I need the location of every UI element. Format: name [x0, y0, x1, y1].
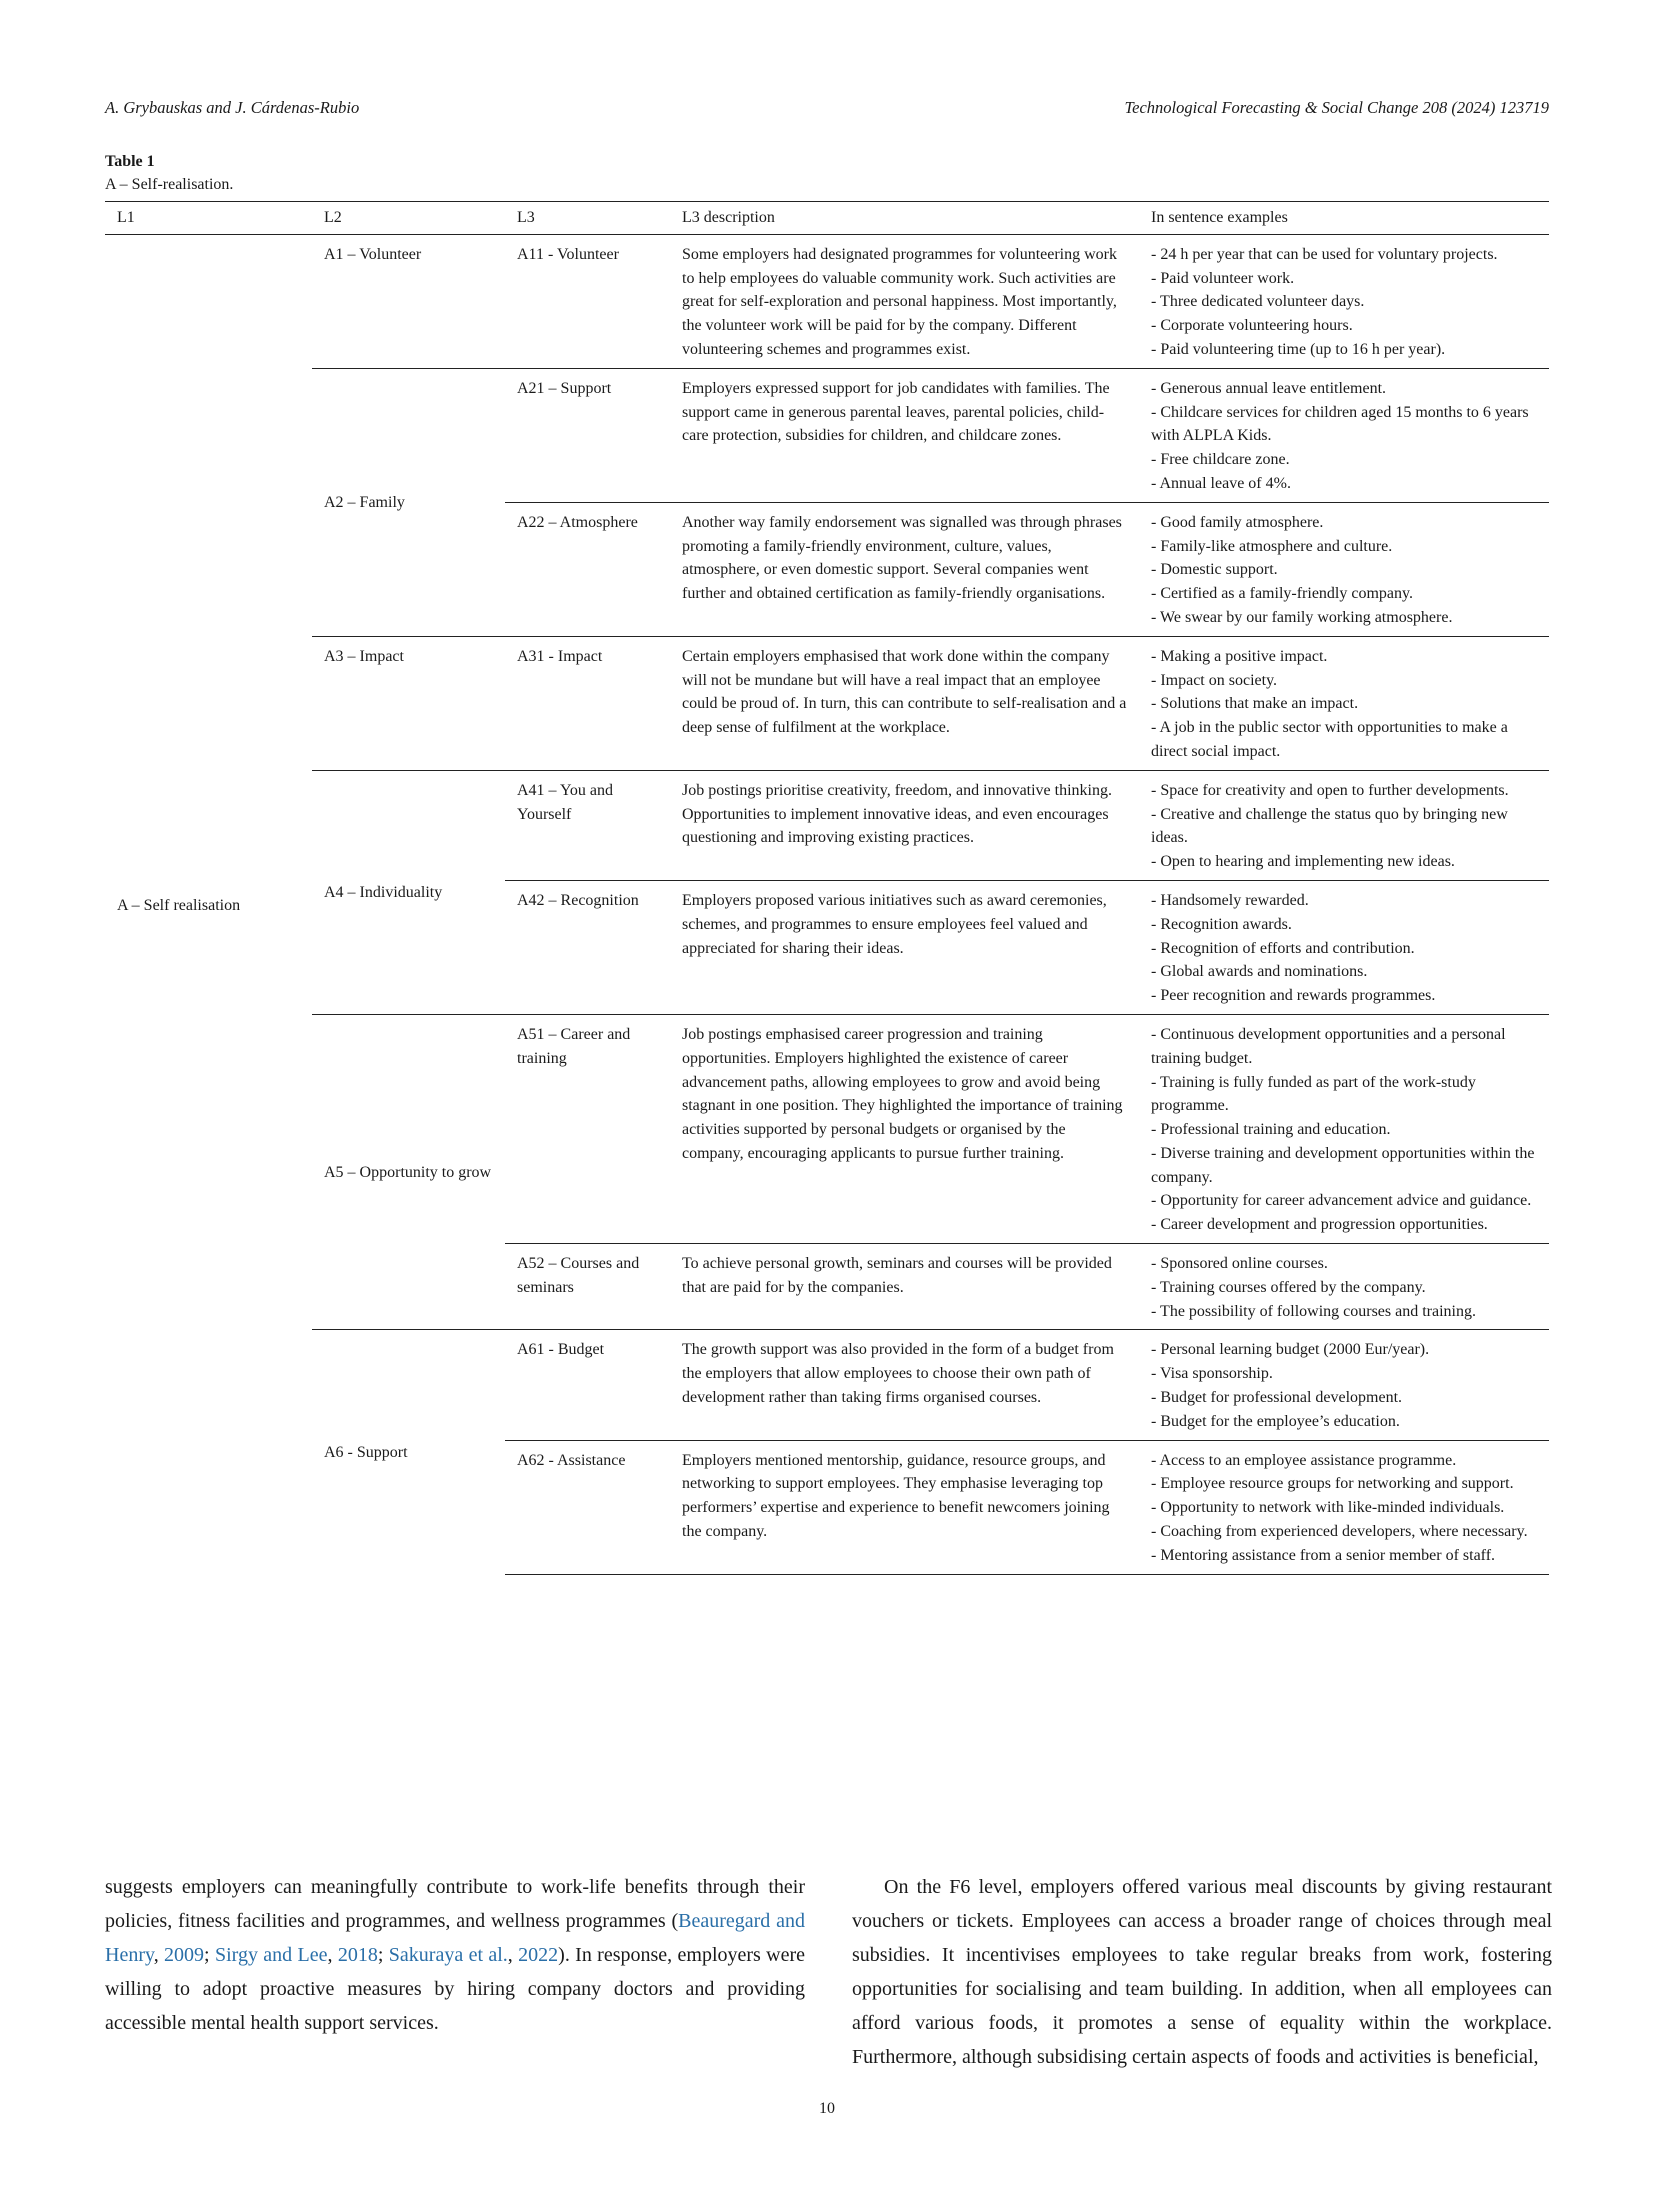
table-container [105, 201, 1549, 1575]
l2-cell: A5 – Opportunity to grow [312, 1014, 505, 1330]
example-line: - Training is fully funded as part of the work-study programme. [1151, 1073, 1476, 1115]
table-header-row [105, 202, 1549, 235]
l3-cell: A52 – Courses and seminars [505, 1244, 670, 1330]
examples-cell [1139, 234, 1549, 368]
l1-category: A – Self realisation [117, 896, 241, 914]
description-cell: To achieve personal growth, seminars and courses will be provided that are paid for by the companies. [670, 1244, 1139, 1330]
example-line: - Career development and progression opportunities. [1151, 1216, 1488, 1234]
example-line: - Training courses offered by the company. [1151, 1278, 1426, 1296]
citation-link[interactable]: Beauregard and Henry [105, 1910, 805, 1966]
citation-year-link[interactable]: 2022 [518, 1944, 559, 1966]
example-line: - Making a positive impact. [1151, 647, 1328, 665]
example-line: - A job in the public sector with opportunities to make a direct social impact. [1151, 719, 1508, 760]
body-text-right-column: On the F6 level, employers offered various meal discounts by giving restaurant vouchers or tickets. Employees can access a broader range of choices through meal subsidies. It incentivises employees to take regular breaks from work, fostering opportunities for socialising and team building. In addition, when all employees can afford various foods, it promotes a sense of equality within the workplace. Furthermore, although subsidising certain aspects of foods and activities is beneficial, [852, 1876, 1552, 2068]
example-line: - Certified as a family-friendly company. [1151, 585, 1413, 603]
example-line: - Opportunity for career advancement advice and guidance. [1151, 1192, 1532, 1210]
examples-cell [1139, 1440, 1549, 1574]
description-cell: Employers proposed various initiatives such as award ceremonies, schemes, and programmes to ensure employees feel valued and appreciated for sharing their ideas. [670, 880, 1139, 1014]
column-header-examples: In sentence examples [1151, 209, 1288, 226]
example-line: - Employee resource groups for networking and support. [1151, 1475, 1514, 1493]
example-line: - Diverse training and development opportunities within the company. [1151, 1144, 1535, 1186]
example-line: - Good family atmosphere. [1151, 513, 1324, 531]
examples-cell [1139, 636, 1549, 770]
example-line: - Global awards and nominations. [1151, 963, 1368, 981]
example-line: - Visa sponsorship. [1151, 1365, 1273, 1383]
body-text: suggests employers can meaningfully contribute to work-life benefits through their policies, fitness facilities and programmes, and wellness programmes ( [105, 1876, 805, 1932]
example-line: - Space for creativity and open to further developments. [1151, 781, 1509, 799]
l3-cell: A11 - Volunteer [505, 234, 670, 368]
description-cell: Certain employers emphasised that work done within the company will not be mundane but will have a real impact that an employee could be proud of. In turn, this can contribute to self-realisation and a deep sense of fulfilment at the workplace. [670, 636, 1139, 770]
examples-cell [1139, 502, 1549, 636]
description-cell: Some employers had designated programmes for volunteering work to help employees do valuable community work. Such activities are great for self-exploration and personal happiness. Most importantly, the volunteer work will be paid for by the company. Different volunteering schemes and programmes exist. [670, 234, 1139, 368]
l2-cell: A3 – Impact [312, 636, 505, 770]
examples-cell [1139, 770, 1549, 880]
citation-link[interactable]: Sakuraya et al. [388, 1944, 508, 1966]
l2-cell: A6 - Support [312, 1330, 505, 1574]
l3-cell: A42 – Recognition [505, 880, 670, 1014]
l3-cell: A61 - Budget [505, 1330, 670, 1440]
table-title: A – Self-realisation. [105, 176, 234, 193]
example-line: - Solutions that make an impact. [1151, 695, 1359, 713]
citation-year-link[interactable]: 2009 [164, 1944, 205, 1966]
example-line: - Three dedicated volunteer days. [1151, 293, 1365, 311]
example-line: - Budget for professional development. [1151, 1389, 1403, 1407]
example-line: - 24 h per year that can be used for voluntary projects. [1151, 245, 1498, 263]
example-line: - Creative and challenge the status quo by bringing new ideas. [1151, 805, 1508, 847]
example-line: - Domestic support. [1151, 561, 1278, 579]
l3-cell: A62 - Assistance [505, 1440, 670, 1574]
example-line: - Open to hearing and implementing new ideas. [1151, 853, 1455, 871]
separator: , [507, 1944, 519, 1966]
body-text: ). In response, employers were willing to adopt proactive measures by hiring company doctors and providing accessible mental health support services. [105, 1944, 806, 2034]
example-line: - Childcare services for children aged 15 months to 6 years with ALPLA Kids. [1151, 403, 1529, 445]
table-row [105, 1014, 1549, 1243]
example-line: - Recognition of efforts and contribution. [1151, 939, 1415, 957]
examples-cell [1139, 880, 1549, 1014]
description-cell: Another way family endorsement was signalled was through phrases promoting a family-friendly environment, culture, values, atmosphere, or even domestic support. Several companies went further and obtained certification as family-friendly organisations. [670, 502, 1139, 636]
table-caption [105, 150, 233, 196]
example-line: - Peer recognition and rewards programmes. [1151, 987, 1436, 1005]
examples-cell [1139, 1014, 1549, 1243]
l3-cell: A51 – Career and training [505, 1014, 670, 1243]
separator: ; [377, 1944, 389, 1966]
table-row [105, 368, 1549, 502]
example-line: - Family-like atmosphere and culture. [1151, 537, 1393, 555]
example-line: - Personal learning budget (2000 Eur/year). [1151, 1341, 1430, 1359]
l3-cell: A41 – You and Yourself [505, 770, 670, 880]
example-line: - Paid volunteer work. [1151, 269, 1295, 287]
table-row [105, 770, 1549, 880]
l3-cell: A31 - Impact [505, 636, 670, 770]
example-line: - Access to an employee assistance programme. [1151, 1451, 1457, 1469]
column-header-l2: L2 [324, 209, 342, 226]
running-header-authors: A. Grybauskas and J. Cárdenas-Rubio [105, 98, 360, 117]
example-line: - We swear by our family working atmosphere. [1151, 608, 1453, 626]
l2-cell: A1 – Volunteer [312, 234, 505, 368]
example-line: - Free childcare zone. [1151, 451, 1290, 469]
column-header-description: L3 description [682, 209, 775, 226]
table-row [105, 636, 1549, 770]
l2-cell: A4 – Individuality [312, 770, 505, 1014]
example-line: - Recognition awards. [1151, 915, 1292, 933]
table-row [105, 234, 1549, 368]
column-header-l3: L3 [517, 209, 535, 226]
example-line: - Handsomely rewarded. [1151, 891, 1309, 909]
separator: ; [204, 1944, 215, 1966]
data-table [105, 201, 1549, 1575]
separator: , [153, 1944, 165, 1966]
example-line: - Mentoring assistance from a senior member of staff. [1151, 1546, 1496, 1564]
example-line: - Impact on society. [1151, 671, 1278, 689]
example-line: - Budget for the employee’s education. [1151, 1412, 1400, 1430]
examples-cell [1139, 368, 1549, 502]
description-cell: Job postings prioritise creativity, freedom, and innovative thinking. Opportunities to implement innovative ideas, and even encourages questioning and improving existing practices. [670, 770, 1139, 880]
example-line: - Sponsored online courses. [1151, 1255, 1328, 1273]
separator: , [327, 1944, 338, 1966]
example-line: - Professional training and education. [1151, 1121, 1391, 1139]
page-number: 10 [819, 2100, 835, 2117]
description-cell: Employers mentioned mentorship, guidance, resource groups, and networking to support employees. They emphasise leveraging top performers’ expertise and experience to benefit newcomers joining the company. [670, 1440, 1139, 1574]
running-header-journal: Technological Forecasting & Social Change 208 (2024) 123719 [1124, 98, 1549, 117]
examples-cell [1139, 1330, 1549, 1440]
column-header-l1: L1 [117, 209, 135, 226]
body-text-left-column [105, 1870, 805, 2040]
l3-cell: A22 – Atmosphere [505, 502, 670, 636]
example-line: - Continuous development opportunities and a personal training budget. [1151, 1025, 1506, 1067]
example-line: - Generous annual leave entitlement. [1151, 379, 1387, 397]
citation-link[interactable]: Sirgy and Lee [214, 1944, 328, 1966]
example-line: - Opportunity to network with like-minded individuals. [1151, 1499, 1505, 1517]
l3-cell: A21 – Support [505, 368, 670, 502]
table-row [105, 1330, 1549, 1440]
description-cell: Employers expressed support for job candidates with families. The support came in generous parental leaves, parental policies, child-care protection, subsidies for children, and childcare zones. [670, 368, 1139, 502]
citation-year-link[interactable]: 2018 [337, 1944, 378, 1966]
example-line: - Annual leave of 4%. [1151, 474, 1291, 492]
example-line: - Paid volunteering time (up to 16 h per year). [1151, 340, 1446, 358]
l2-cell: A2 – Family [312, 368, 505, 636]
table-number: Table 1 [105, 153, 155, 170]
description-cell: The growth support was also provided in the form of a budget from the employers that allow employees to choose their own path of development rather than taking firms organised courses. [670, 1330, 1139, 1440]
example-line: - Corporate volunteering hours. [1151, 317, 1353, 335]
example-line: - The possibility of following courses and training. [1151, 1302, 1476, 1320]
examples-cell [1139, 1244, 1549, 1330]
description-cell: Job postings emphasised career progression and training opportunities. Employers highlighted the existence of career advancement paths, allowing employees to grow and avoid being stagnant in one position. They highlighted the importance of training activities supported by personal budgets or organised by the company, encouraging applicants to pursue further training. [670, 1014, 1139, 1243]
example-line: - Coaching from experienced developers, where necessary. [1151, 1523, 1528, 1541]
